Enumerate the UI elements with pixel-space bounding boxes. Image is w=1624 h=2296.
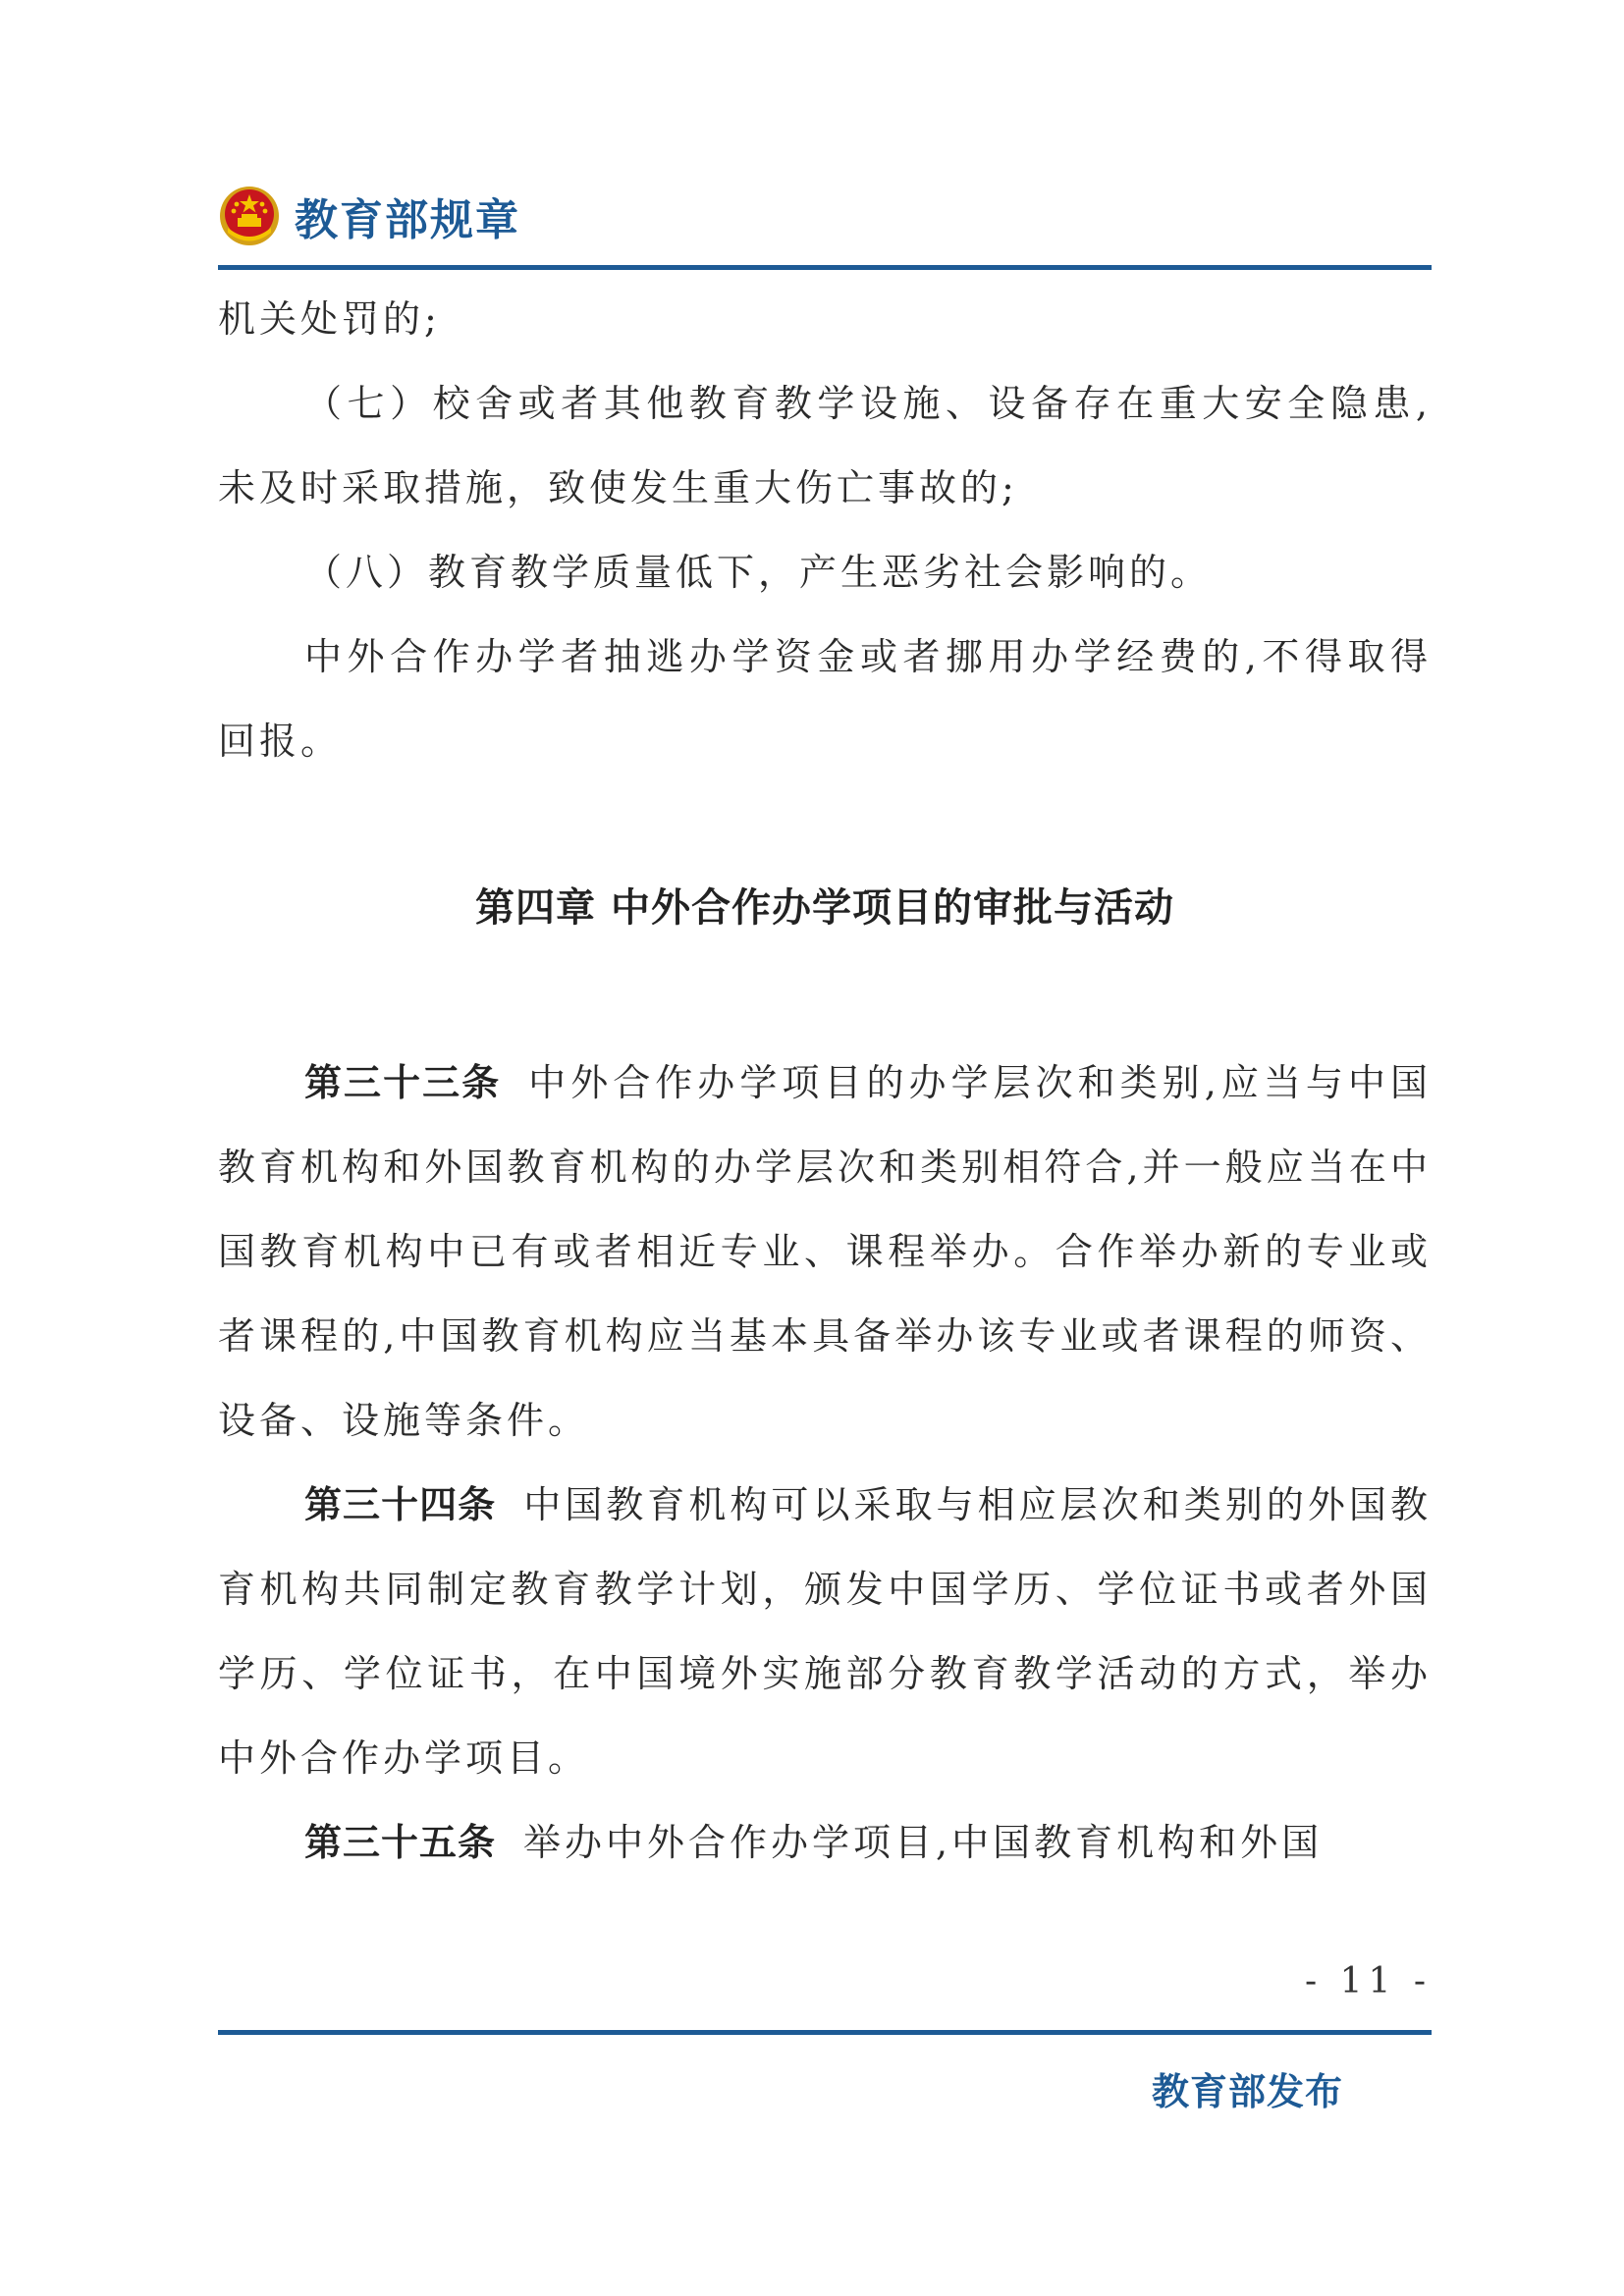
article-35-text: 举办中外合作办学项目,中国教育机构和外国 [523,1821,1324,1864]
paragraph-fund-clause: 中外合作办学者抽逃办学资金或者挪用办学经费的,不得取得回报。 [218,635,1432,763]
article-33 [218,1041,1432,1463]
article-35 [218,1800,1432,1885]
article-35-label: 第三十五条 [304,1821,497,1864]
paragraph-item-8: （八）教育教学质量低下，产生恶劣社会影响的。 [304,551,1213,594]
page-header [218,177,520,255]
article-33-text: 中外合作办学项目的办学层次和类别,应当与中国教育机构和外国教育机构的办学层次和类别相符合,并一般应当在中国教育机构中已有或者相近专业、课程举办。合作举办新的专业或者课程的,中国教育机构应当基本具备举办该专业或者课程的师资、设备、设施等条件。 [218,1061,1432,1442]
header-title: 教育部规章 [295,195,520,245]
chapter-title: 第四章 中外合作办学项目的审批与活动 [475,885,1174,931]
article-33-label: 第三十三条 [304,1061,502,1104]
footer-divider [218,2030,1432,2035]
article-34 [218,1463,1432,1800]
article-34-text: 中国教育机构可以采取与相应层次和类别的外国教育机构共同制定教育教学计划，颁发中国学历、学位证书或者外国学历、学位证书，在中国境外实施部分教育教学活动的方式，举办中外合作办学项目。 [218,1483,1432,1780]
document-body [218,277,1432,783]
paragraph-item-7: （七）校舍或者其他教育教学设施、设备存在重大安全隐患,未及时采取措施，致使发生重大伤亡事故的; [218,382,1432,509]
national-emblem-icon [218,185,281,247]
footer-publisher: 教育部发布 [1151,2070,1343,2113]
articles-section [218,1041,1432,1885]
paragraph-continuation: 机关处罚的; [218,297,441,341]
page-number: - 11 - [1304,1961,1432,2002]
article-34-label: 第三十四条 [304,1483,497,1526]
header-divider [218,265,1432,270]
